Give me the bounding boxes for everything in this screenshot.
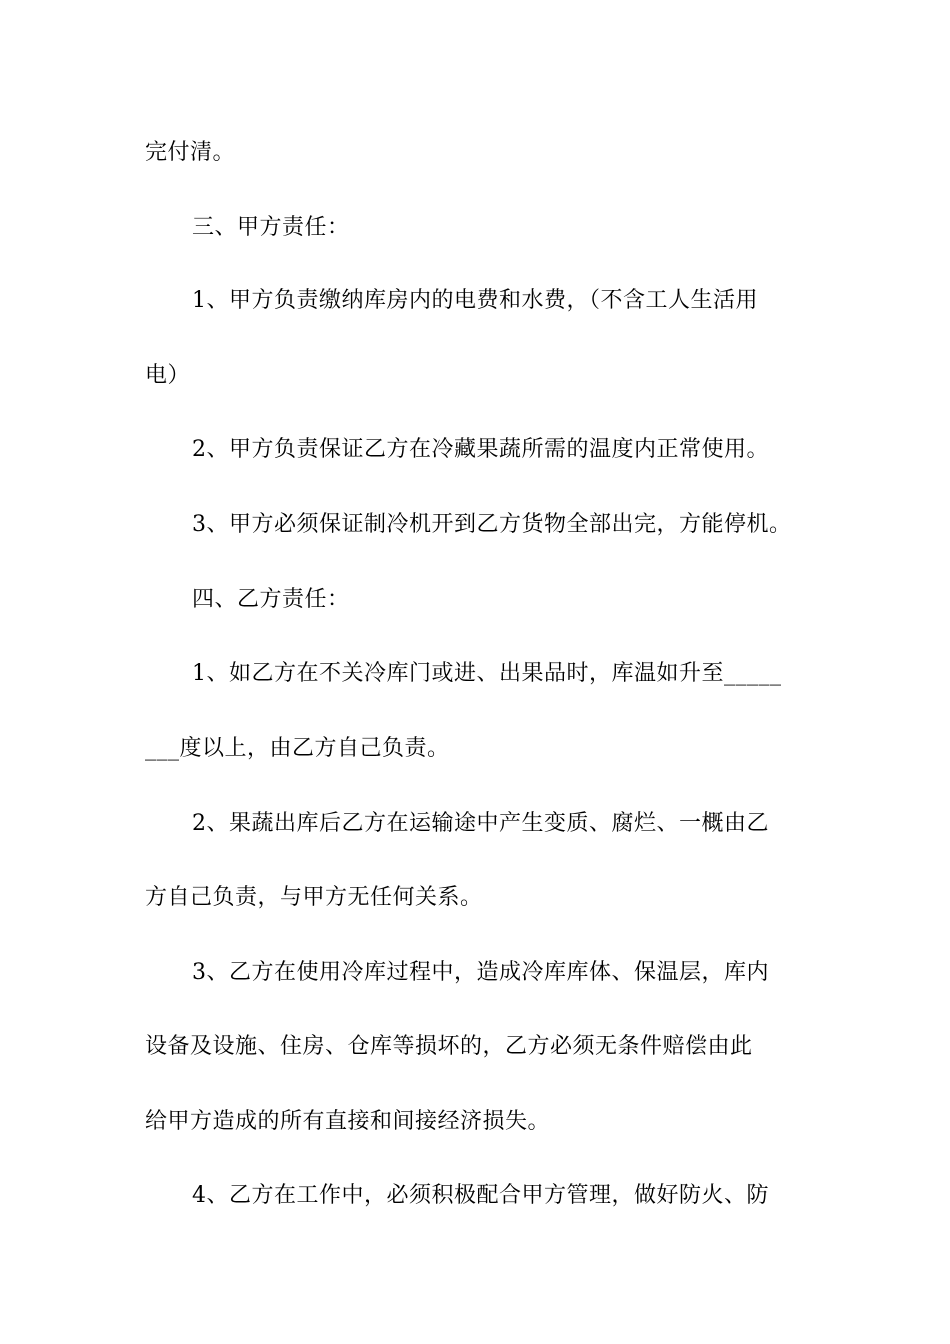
clause-b2-line1: 2、果蔬出库后乙方在运输途中产生变质、腐烂、一概由乙 — [192, 811, 769, 836]
clause-b3-line1: 3、乙方在使用冷库过程中，造成冷库库体、保温层，库内 — [192, 960, 769, 985]
clause-a2: 2、甲方负责保证乙方在冷藏果蔬所需的温度内正常使用。 — [192, 437, 769, 462]
clause-a3: 3、甲方必须保证制冷机开到乙方货物全部出完，方能停机。 — [192, 512, 792, 537]
clause-a1-line1: 1、甲方负责缴纳库房内的电费和水费，（不含工人生活用 — [192, 288, 758, 313]
clause-b2-line2: 方自己负责，与甲方无任何关系。 — [145, 885, 483, 910]
text-line-continuation: 完付清。 — [145, 140, 236, 165]
clause-a1-line2: 电） — [145, 363, 191, 388]
clause-b1-line1: 1、如乙方在不关冷库门或进、出果品时，库温如升至_____ — [192, 661, 782, 686]
clause-b3-line3: 给甲方造成的所有直接和间接经济损失。 — [145, 1109, 551, 1134]
clause-b3-line2: 设备及设施、住房、仓库等损坏的，乙方必须无条件赔偿由此 — [145, 1034, 753, 1059]
clause-b1-line2: ___度以上，由乙方自己负责。 — [145, 736, 450, 761]
clause-b4-line1: 4、乙方在工作中，必须积极配合甲方管理，做好防火、防 — [192, 1183, 769, 1208]
section-heading-party-a: 三、甲方责任： — [192, 215, 350, 240]
section-heading-party-b: 四、乙方责任： — [192, 587, 350, 612]
